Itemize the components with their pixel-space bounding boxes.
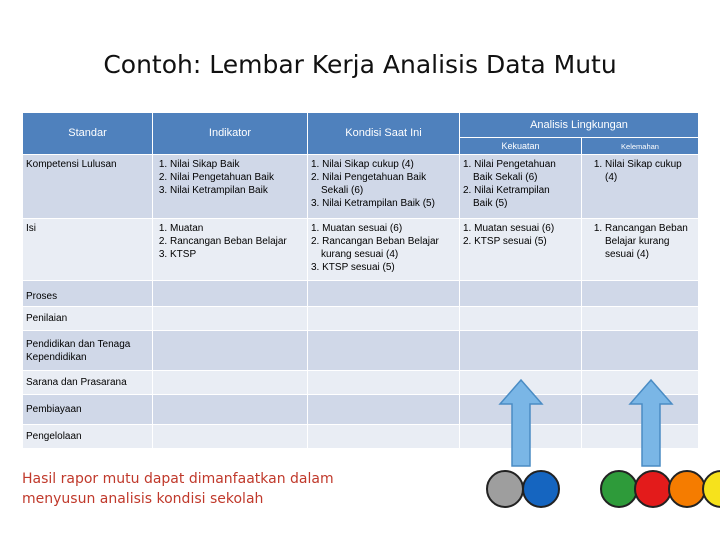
kekuatan-line: 2. Nilai Ketrampilan [463, 185, 550, 196]
kekuatan-line: 2. KTSP sesuai (5) [463, 236, 547, 247]
table-row [23, 395, 699, 425]
cell-standar: Isi [23, 219, 153, 281]
kondisi-line: Sekali (6) [321, 185, 364, 196]
indikator-item: 3. KTSP [170, 248, 304, 261]
cell-standar: Kompetensi Lulusan [23, 155, 153, 219]
up-arrow-icon [628, 378, 674, 468]
kondisi-line: 1. Muatan sesuai (6) [311, 223, 403, 234]
red-circle-icon [634, 470, 672, 508]
cell-kondisi [308, 219, 460, 281]
gray-circle-icon [486, 470, 524, 508]
kekuatan-line: 1. Nilai Pengetahuan [463, 159, 556, 170]
indikator-item: 1. Nilai Sikap Baik [170, 158, 304, 171]
table-row [23, 425, 699, 449]
kondisi-line: 1. Nilai Sikap cukup (4) [311, 159, 414, 170]
kekuatan-line: Baik Sekali (6) [473, 172, 538, 183]
table-row [23, 155, 699, 219]
header-kelemahan: Kelemahan [582, 138, 699, 155]
kondisi-line: 2. Nilai Pengetahuan Baik [311, 172, 427, 183]
analysis-worksheet-table [22, 112, 699, 449]
header-analisis-lingkungan: Analisis Lingkungan [460, 113, 699, 138]
cell-standar: Proses [23, 281, 153, 307]
kondisi-line: kurang sesuai (4) [321, 249, 399, 260]
note-text [22, 469, 362, 509]
kelemahan-item: 1. Rancangan Beban Belajar kurang sesuai (4) [605, 222, 695, 261]
note-line: menyusun analisis kondisi sekolah [22, 491, 264, 507]
header-standar: Standar [23, 113, 153, 155]
cell-kekuatan [460, 155, 582, 219]
kekuatan-line: 1. Muatan sesuai (6) [463, 223, 555, 234]
header-kekuatan: Kekuatan [460, 138, 582, 155]
orange-circle-icon [668, 470, 706, 508]
header-kondisi: Kondisi Saat Ini [308, 113, 460, 155]
cell-standar: Pengelolaan [23, 425, 153, 449]
page-title: Contoh: Lembar Kerja Analisis Data Mutu [103, 50, 617, 79]
cell-standar: Sarana dan Prasarana [23, 371, 153, 395]
cell-standar: Pembiayaan [23, 395, 153, 425]
table-row [23, 331, 699, 371]
cell-standar: Pendidikan dan Tenaga Kependidikan [23, 331, 153, 371]
note-line: Hasil rapor mutu dapat dimanfaatkan dalam [22, 471, 334, 487]
indikator-item: 3. Nilai Ketrampilan Baik [170, 184, 304, 197]
kondisi-line: 3. KTSP sesuai (5) [311, 262, 395, 273]
indikator-item: 1. Muatan [170, 222, 304, 235]
cell-kelemahan [582, 219, 699, 281]
table-row [23, 371, 699, 395]
table-row [23, 219, 699, 281]
kondisi-line: 3. Nilai Ketrampilan Baik (5) [311, 198, 435, 209]
table-row [23, 307, 699, 331]
cell-indikator [153, 219, 308, 281]
cell-standar: Penilaian [23, 307, 153, 331]
yellow-circle-icon [702, 470, 720, 508]
up-arrow-icon [498, 378, 544, 468]
cell-kondisi [308, 155, 460, 219]
kelemahan-item: 1. Nilai Sikap cukup (4) [605, 158, 695, 184]
cell-kekuatan [460, 219, 582, 281]
indikator-item: 2. Rancangan Beban Belajar [170, 235, 304, 248]
cell-kelemahan [582, 155, 699, 219]
kekuatan-line: Baik (5) [473, 198, 508, 209]
header-indikator: Indikator [153, 113, 308, 155]
table-row [23, 281, 699, 307]
indikator-item: 2. Nilai Pengetahuan Baik [170, 171, 304, 184]
green-circle-icon [600, 470, 638, 508]
kondisi-line: 2. Rancangan Beban Belajar [311, 236, 439, 247]
blue-circle-icon [522, 470, 560, 508]
cell-indikator [153, 155, 308, 219]
